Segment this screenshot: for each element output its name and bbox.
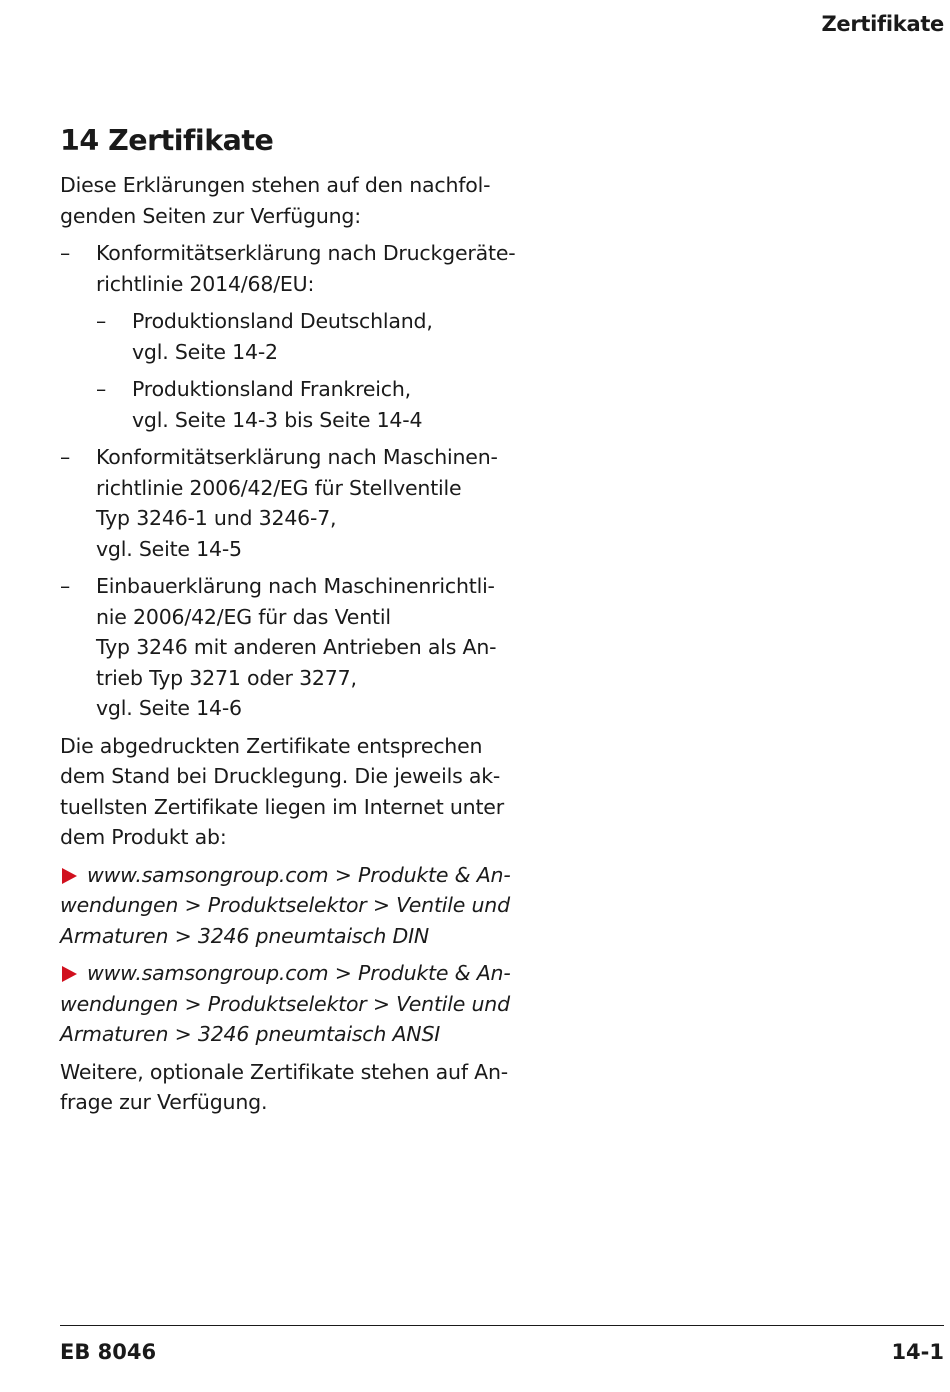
text-line: dem Produkt ab: — [60, 825, 227, 849]
text-line: Typ 3246-1 und 3246-7, — [96, 506, 337, 530]
list-item-maschinenrichtlinie — [60, 442, 500, 564]
link-text-line[interactable]: wendungen > Produktselektor > Ventile und — [60, 893, 510, 917]
document-id: EB 8046 — [60, 1340, 157, 1364]
intro-paragraph — [60, 170, 500, 231]
link-text-line[interactable]: www.samsongroup.com > Produkte & An- — [87, 961, 511, 985]
link-text-line[interactable]: www.samsongroup.com > Produkte & An- — [87, 862, 511, 887]
red-arrow-icon — [62, 966, 77, 982]
chapter-title: 14 Zertifikate — [60, 124, 274, 157]
text-line: Die abgedruckten Zertifikate entsprechen — [60, 733, 483, 758]
text-line: genden Seiten zur Verfügung: — [60, 203, 361, 228]
text-line: nie 2006/42/EG für das Ventil — [96, 604, 391, 629]
text-line: vgl. Seite 14-2 — [132, 339, 278, 364]
text-line: trieb Typ 3271 oder 3277, — [96, 665, 357, 690]
text-line: Konformitätserklärung nach Maschinen- — [96, 445, 498, 469]
list-item-druckgeraete — [60, 238, 516, 299]
list-item-einbauerklaerung — [60, 571, 500, 724]
web-reference-din[interactable] — [60, 860, 511, 952]
text-line: Produktionsland Deutschland, — [132, 309, 433, 333]
dash-bullet: – — [60, 241, 71, 265]
text-line: Produktionsland Frankreich, — [132, 377, 411, 401]
link-text-line[interactable]: Armaturen > 3246 pneumtaisch DIN — [60, 923, 430, 948]
text-line: tuellsten Zertifikate liegen im Internet unter — [60, 794, 504, 819]
text-line: vgl. Seite 14-3 bis Seite 14-4 — [132, 407, 423, 432]
note-paragraph — [60, 731, 504, 853]
footer-divider — [60, 1325, 944, 1326]
text-line: Einbauerklärung nach Maschinenrichtli- — [96, 574, 495, 598]
sublist-item-frankreich — [96, 374, 500, 435]
text-line: vgl. Seite 14-5 — [96, 536, 242, 561]
red-arrow-icon — [62, 868, 77, 884]
text-line: vgl. Seite 14-6 — [96, 696, 242, 720]
text-line: Weitere, optionale Zertifikate stehen auf An- — [60, 1059, 508, 1084]
running-header-title: Zertifikate — [821, 12, 944, 36]
sublist-item-deutschland — [96, 306, 500, 367]
text-line: Typ 3246 mit anderen Antrieben als An- — [96, 635, 497, 659]
closing-paragraph — [60, 1057, 508, 1118]
link-text-line[interactable]: Armaturen > 3246 pneumtaisch ANSI — [60, 1022, 441, 1046]
text-line: frage zur Verfügung. — [60, 1090, 268, 1114]
text-line: dem Stand bei Drucklegung. Die jeweils ak- — [60, 764, 501, 788]
dash-bullet: – — [60, 445, 71, 469]
dash-bullet: – — [96, 309, 107, 333]
text-line: richtlinie 2006/42/EG für Stellventile — [96, 475, 462, 500]
text-line: Diese Erklärungen stehen auf den nachfol- — [60, 173, 491, 197]
text-line: Konformitätserklärung nach Druckgeräte- — [96, 241, 516, 265]
page-number: 14-1 — [891, 1340, 944, 1364]
dash-bullet: – — [60, 574, 71, 598]
web-reference-ansi[interactable] — [60, 958, 511, 1050]
dash-bullet: – — [96, 377, 107, 401]
link-text-line[interactable]: wendungen > Produktselektor > Ventile und — [60, 991, 510, 1016]
page-content — [60, 118, 516, 1125]
text-line: richtlinie 2014/68/EU: — [96, 271, 315, 296]
